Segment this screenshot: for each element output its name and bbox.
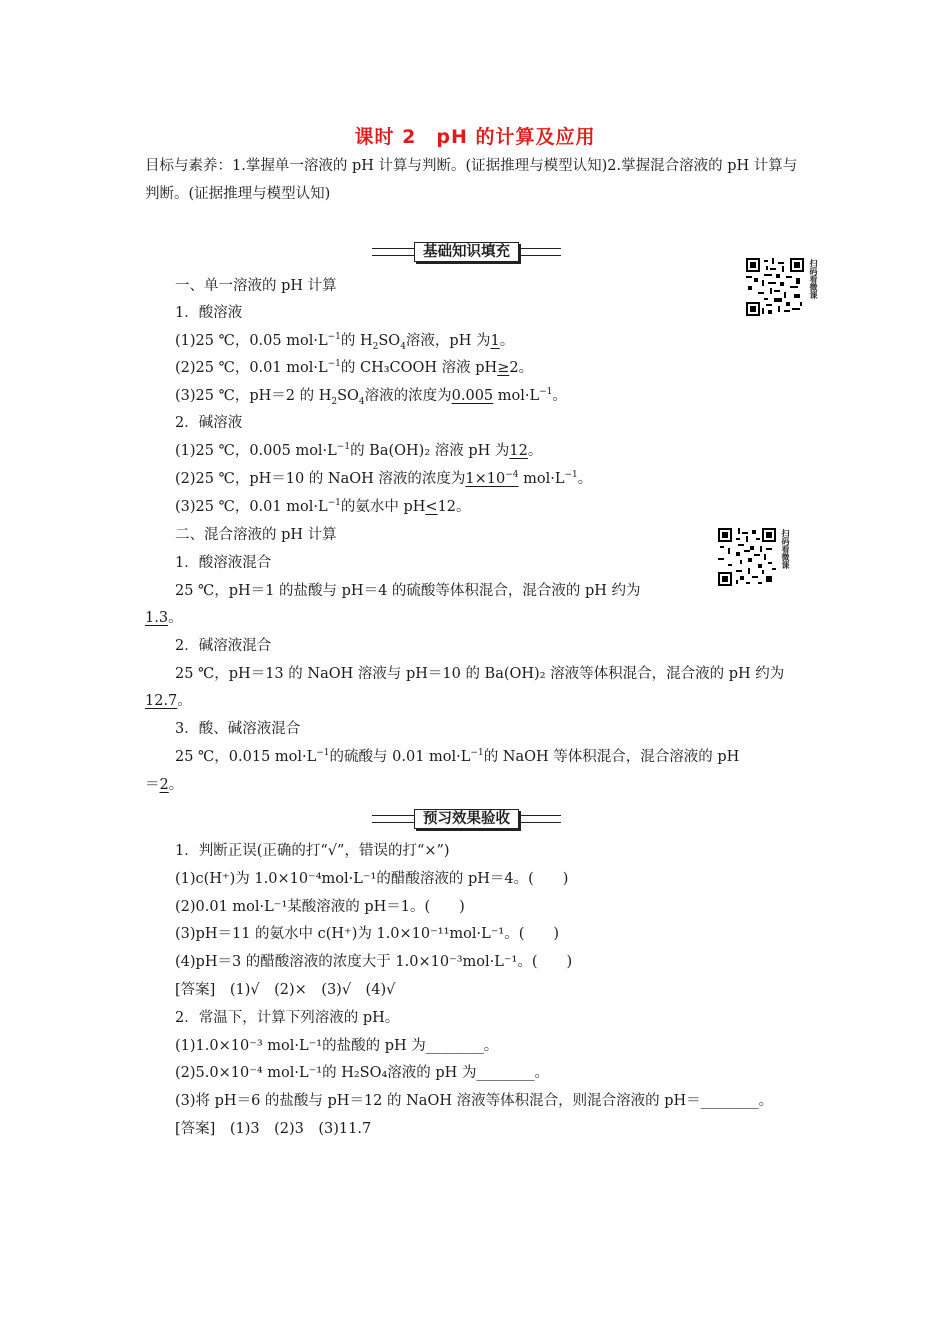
answer-blank: 12.7 bbox=[145, 693, 178, 709]
banner-label: 预习效果验收 bbox=[414, 809, 519, 829]
superscript: −1 bbox=[327, 498, 341, 509]
question-1-item-2: (2)0.01 mol·L⁻¹某酸溶液的 pH＝1。( ) bbox=[175, 899, 465, 915]
question-2-item-2: (2)5.0×10⁻⁴ mol·L⁻¹的 H₂SO₄溶液的 pH 为________。 bbox=[175, 1065, 549, 1081]
superscript: −1 bbox=[327, 359, 341, 370]
superscript: −4 bbox=[505, 470, 519, 481]
text: 的硫酸与 0.01 mol·L bbox=[329, 749, 471, 765]
question-1-item-1: (1)c(H⁺)为 1.0×10⁻⁴mol·L⁻¹的醋酸溶液的 pH＝4。( ) bbox=[175, 871, 569, 887]
superscript: −1 bbox=[327, 332, 341, 343]
text: 。 bbox=[499, 333, 515, 349]
text: 1×10 bbox=[465, 471, 506, 487]
goals-paragraph: 目标与素养：1.掌握单一溶液的 pH 计算与判断。(证据推理与模型认知)2.掌握混合溶液的 pH 计算与判断。(证据推理与模型认知) bbox=[145, 158, 798, 202]
section-banner-review bbox=[372, 808, 561, 830]
base-mix-text: 25 ℃，pH＝13 的 NaOH 溶液与 pH＝10 的 Ba(OH)₂ 溶液等体积混合，混合液的 pH 约为 bbox=[175, 666, 785, 682]
subheading-acid: 1．酸溶液 bbox=[175, 305, 243, 321]
text: ＝ bbox=[145, 777, 160, 793]
question-1-item-3: (3)pH＝11 的氨水中 c(H⁺)为 1.0×10⁻¹¹mol·L⁻¹。( ) bbox=[175, 926, 560, 942]
superscript: −1 bbox=[539, 387, 553, 398]
banner-label: 基础知识填充 bbox=[414, 242, 519, 262]
text: 的 Ba(OH)₂ 溶液 pH 为 bbox=[350, 443, 510, 459]
subheading-base-mix: 2．碱溶液混合 bbox=[175, 638, 272, 654]
answer-blank: < bbox=[425, 499, 438, 515]
acid-mix-answer-line bbox=[145, 608, 183, 628]
answer-blank: 1 bbox=[490, 333, 500, 349]
qr-caption: 扫码看微课 bbox=[809, 259, 818, 299]
answer-blank: 2 bbox=[159, 777, 169, 793]
text: (2)25 ℃，pH＝10 的 NaOH 溶液的浓度为 bbox=[175, 471, 466, 487]
text: 溶液的浓度为 bbox=[364, 388, 452, 404]
acid-base-mix-text bbox=[175, 747, 739, 767]
text: 的 H bbox=[340, 333, 373, 349]
qr-code-icon[interactable] bbox=[746, 258, 804, 316]
text: (1)25 ℃，0.05 mol·L bbox=[175, 333, 328, 349]
banner-rule-left bbox=[372, 248, 414, 256]
text: 。 bbox=[527, 443, 543, 459]
base-item-3 bbox=[175, 497, 471, 517]
question-2-item-1: (1)1.0×10⁻³ mol·L⁻¹的盐酸的 pH 为________。 bbox=[175, 1038, 499, 1054]
qr-caption: 扫码看微课 bbox=[781, 529, 790, 569]
acid-item-3 bbox=[175, 386, 567, 406]
text: mol·L bbox=[493, 388, 540, 404]
text: (1)25 ℃，0.005 mol·L bbox=[175, 443, 337, 459]
question-1-heading: 1．判断正误(正确的打“√”，错误的打“×”) bbox=[175, 843, 450, 859]
text: 2。 bbox=[509, 360, 534, 376]
text: 。 bbox=[168, 777, 184, 793]
question-2-item-3: (3)将 pH＝6 的盐酸与 pH＝12 的 NaOH 溶液等体积混合，则混合溶液的 pH＝________。 bbox=[175, 1093, 774, 1109]
question-2-answer: [答案] (1)3 (2)3 (3)11.7 bbox=[175, 1121, 372, 1137]
subheading-base: 2．碱溶液 bbox=[175, 415, 243, 431]
question-1-answer: [答案] (1)√ (2)× (3)√ (4)√ bbox=[175, 982, 396, 998]
text: mol·L bbox=[518, 471, 565, 487]
subscript: 2 bbox=[331, 396, 338, 407]
answer-blank: ≥ bbox=[497, 360, 510, 376]
text: (3)25 ℃，pH＝2 的 H bbox=[175, 388, 332, 404]
question-2-heading: 2．常温下，计算下列溶液的 pH。 bbox=[175, 1010, 400, 1026]
answer-blank: 0.005 bbox=[451, 388, 494, 404]
acid-base-mix-answer-line bbox=[145, 775, 183, 795]
subscript: 2 bbox=[372, 341, 379, 352]
subheading-acid-base-mix: 3．酸、碱溶液混合 bbox=[175, 721, 301, 737]
text: 的氨水中 pH bbox=[340, 499, 426, 515]
superscript: −1 bbox=[470, 748, 484, 759]
text: 12。 bbox=[437, 499, 471, 515]
text: 。 bbox=[552, 388, 567, 404]
answer-blank bbox=[465, 471, 518, 487]
subscript: 4 bbox=[400, 341, 406, 352]
acid-item-2 bbox=[175, 358, 533, 378]
acid-item-1 bbox=[175, 331, 514, 351]
text: (3)25 ℃，0.01 mol·L bbox=[175, 499, 328, 515]
section-banner-basic bbox=[372, 241, 561, 263]
base-item-1 bbox=[175, 441, 542, 461]
text: SO bbox=[337, 388, 359, 404]
question-1-item-4: (4)pH＝3 的醋酸溶液的浓度大于 1.0×10⁻³mol·L⁻¹。( ) bbox=[175, 954, 573, 970]
text: 的 CH₃COOH 溶液 pH bbox=[340, 360, 498, 376]
text: 溶液，pH 为 bbox=[405, 333, 491, 349]
superscript: −1 bbox=[564, 470, 578, 481]
banner-rule-right bbox=[519, 248, 561, 256]
page-title: 课时 2 pH 的计算及应用 bbox=[354, 126, 596, 148]
text: 。 bbox=[168, 610, 183, 626]
text: (2)25 ℃，0.01 mol·L bbox=[175, 360, 328, 376]
superscript: −1 bbox=[316, 748, 330, 759]
heading-mixed-solution: 二、混合溶液的 pH 计算 bbox=[175, 527, 337, 543]
banner-rule-right bbox=[519, 815, 561, 823]
answer-blank: 12 bbox=[509, 443, 528, 459]
text: 的 NaOH 等体积混合，混合溶液的 pH bbox=[483, 749, 740, 765]
superscript: −1 bbox=[336, 442, 351, 453]
heading-single-solution: 一、单一溶液的 pH 计算 bbox=[175, 278, 337, 294]
subheading-acid-mix: 1．酸溶液混合 bbox=[175, 555, 272, 571]
acid-mix-text: 25 ℃，pH＝1 的盐酸与 pH＝4 的硫酸等体积混合，混合液的 pH 约为 bbox=[175, 583, 641, 599]
text: 25 ℃，0.015 mol·L bbox=[175, 749, 317, 765]
base-item-2 bbox=[175, 469, 592, 489]
qr-code-icon[interactable] bbox=[718, 528, 776, 586]
base-mix-answer-line bbox=[145, 691, 192, 711]
text: 。 bbox=[177, 693, 192, 709]
text: SO bbox=[378, 333, 401, 349]
text: 。 bbox=[577, 471, 593, 487]
banner-rule-left bbox=[372, 815, 414, 823]
subscript: 4 bbox=[358, 396, 365, 407]
answer-blank: 1.3 bbox=[145, 610, 169, 626]
